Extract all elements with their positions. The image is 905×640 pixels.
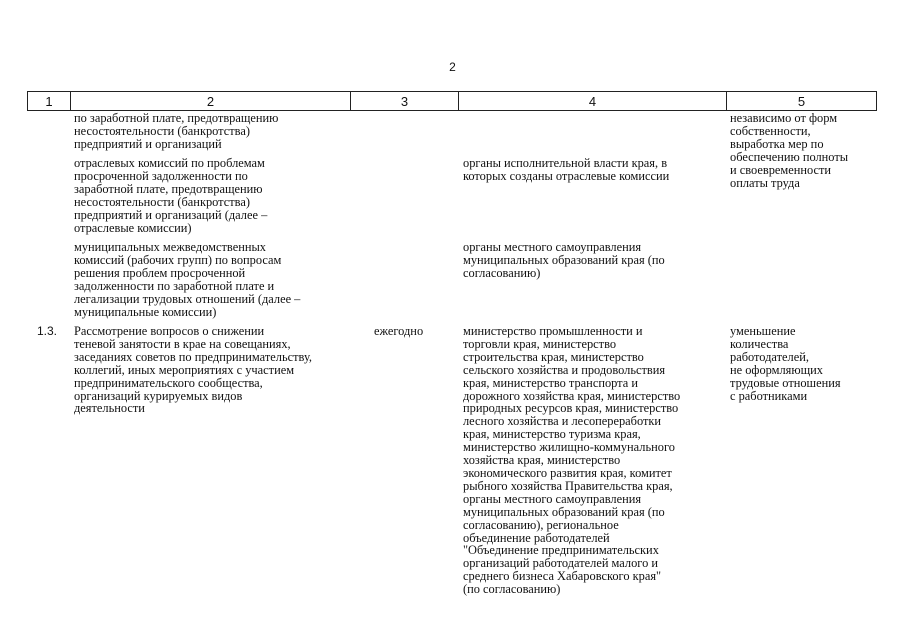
text-line: органы исполнительной власти края, в	[463, 156, 668, 170]
text-line: несостоятельности (банкротства)	[74, 123, 250, 138]
text-line: организаций курируемых видов	[74, 388, 243, 403]
header-col-1: 1	[28, 92, 71, 110]
row-number-1-3: 1.3.	[37, 324, 58, 338]
text-line: муниципальных образований края (по	[463, 252, 665, 267]
text-line: деятельности	[74, 401, 145, 416]
text-line: коллегий, иных мероприятиях с участием	[74, 362, 295, 377]
text-line: среднего бизнеса Хабаровского края"	[463, 569, 662, 584]
page-number: 2	[449, 60, 456, 74]
text-line: количества	[730, 336, 789, 351]
row-1-3-executors	[463, 325, 725, 596]
text-line: предпринимательского сообщества,	[74, 375, 263, 390]
text-line: легализации трудовых отношений (далее –	[74, 291, 301, 306]
text-line: выработка мер по	[730, 136, 824, 151]
text-line: экономического развития края, комитет	[463, 465, 672, 480]
text-line: с работниками	[730, 388, 808, 403]
text-line: края, министерство туризма края,	[463, 427, 641, 442]
text-line: предприятий и организаций (далее –	[74, 207, 268, 222]
table-header-row	[27, 91, 877, 111]
text-line: просроченной задолженности по	[74, 168, 248, 183]
text-line: сельского хозяйства и продовольствия	[463, 362, 666, 377]
text-line: заработной плате, предотвращению	[74, 181, 263, 196]
text-line: трудовые отношения	[730, 375, 841, 390]
text-line: по заработной плате, предотвращению	[74, 111, 279, 125]
text-line: работодателей,	[730, 349, 809, 364]
text-line: (по согласованию)	[463, 582, 561, 597]
text-line: муниципальных межведомственных	[74, 240, 266, 254]
text-line: министерство жилищно-коммунального	[463, 440, 675, 455]
text-line: отраслевые комиссии)	[74, 220, 192, 235]
text-line: собственности,	[730, 123, 811, 138]
text-line: строительства края, министерство	[463, 349, 644, 364]
sectoral-commissions-executors	[463, 157, 725, 183]
text-line: независимо от форм	[730, 111, 838, 125]
text-line: органы местного самоуправления	[463, 491, 642, 506]
text-line: лесного хозяйства и лесопереработки	[463, 414, 662, 429]
row-1-3-activity	[74, 325, 356, 415]
text-line: отраслевых комиссий по проблемам	[74, 156, 265, 170]
text-line: согласованию), региональное	[463, 517, 619, 532]
text-line: муниципальных образований края (по	[463, 504, 665, 519]
municipal-commissions-text	[74, 241, 356, 318]
text-line: оплаты труда	[730, 175, 800, 190]
text-line: и своевременности	[730, 162, 832, 177]
header-col-4: 4	[459, 92, 727, 110]
text-line: муниципальные комиссии)	[74, 304, 217, 319]
text-line: задолженности по заработной плате и	[74, 278, 275, 293]
text-line: природных ресурсов края, министерство	[463, 401, 679, 416]
text-line: Рассмотрение вопросов о снижении	[74, 324, 265, 338]
text-line: которых созданы отраслевые комиссии	[463, 168, 670, 183]
header-col-5: 5	[797, 93, 806, 109]
text-line: "Объединение предпринимательских	[463, 543, 659, 558]
text-line: объединение работодателей	[463, 530, 610, 545]
continuation-text-col5	[730, 112, 875, 189]
text-line: министерство промышленности и	[463, 324, 643, 338]
text-line: края, министерство транспорта и	[463, 375, 638, 390]
header-col-2: 2	[71, 92, 351, 110]
text-line: обеспечению полноты	[730, 149, 849, 164]
text-line: теневой занятости в крае на совещаниях,	[74, 336, 291, 351]
text-line: рыбного хозяйства Правительства края,	[463, 478, 673, 493]
text-line: комиссий (рабочих групп) по вопросам	[74, 252, 282, 267]
text-line: хозяйства края, министерство	[463, 453, 621, 468]
text-line: предприятий и организаций	[74, 136, 222, 151]
text-line: организаций работодателей малого и	[463, 556, 658, 571]
text-line: уменьшение	[730, 324, 796, 338]
text-line: решения проблем просроченной	[74, 265, 246, 280]
text-line: согласованию)	[463, 265, 541, 280]
text-line: несостоятельности (банкротства)	[74, 194, 250, 209]
continuation-text-col2	[74, 112, 356, 151]
text-line: органы местного самоуправления	[463, 240, 642, 254]
municipal-commissions-executors	[463, 241, 725, 280]
header-col-3: 3	[351, 92, 459, 110]
text-line: заседаниях советов по предпринимательству,	[74, 349, 312, 364]
sectoral-commissions-text	[74, 157, 356, 234]
text-line: не оформляющих	[730, 362, 824, 377]
row-1-3-expected-result	[730, 325, 875, 402]
text-line: торговли края, министерство	[463, 336, 617, 351]
row-1-3-deadline: ежегодно	[374, 324, 424, 338]
text-line: дорожного хозяйства края, министерство	[463, 388, 681, 403]
